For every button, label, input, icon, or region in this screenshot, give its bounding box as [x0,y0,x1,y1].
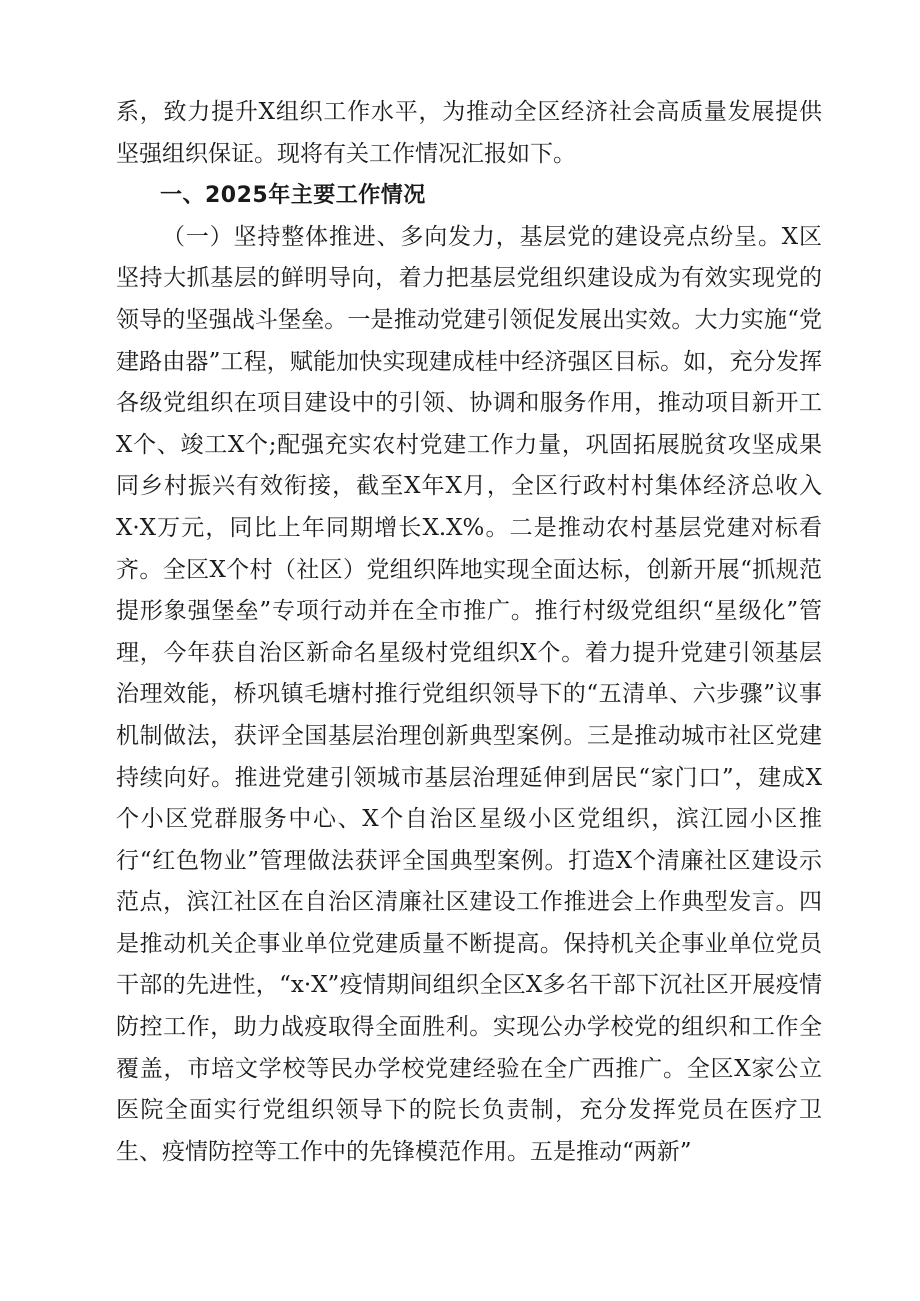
body-paragraph: （一）坚持整体推进、多向发力，基层党的建设亮点纷呈。X区坚持大抓基层的鲜明导向，着力把基层党组织建设成为有效实现党的领导的坚强战斗堡垒。一是推动党建引领促发展出实效。大力实施“党建路由器”工程，赋能加快实现建成桂中经济强区目标。如，充分发挥各级党组织在项目建设中的引领、协调和服务作用，推动项目新开工X个、竣工X个;配强充实农村党建工作力量，巩固拓展脱贫攻坚成果同乡村振兴有效衔接，截至X年X月，全区行政村村集体经济总收入X·X万元，同比上年同期增长X.X%。二是推动农村基层党建对标看齐。全区X个村（社区）党组织阵地实现全面达标，创新开展“抓规范提形象强堡垒”专项行动并在全市推广。推行村级党组织“星级化”管理，今年获自治区新命名星级村党组织X个。着力提升党建引领基层治理效能，桥巩镇毛塘村推行党组织领导下的“五清单、六步骤”议事机制做法，获评全国基层治理创新典型案例。三是推动城市社区党建持续向好。推进党建引领城市基层治理延伸到居民“家门口”，建成X个小区党群服务中心、X个自治区星级小区党组织，滨江园小区推行“红色物业”管理做法获评全国典型案例。打造X个清廉社区建设示范点，滨江社区在自治区清廉社区建设工作推进会上作典型发言。四是推动机关企事业单位党建质量不断提高。保持机关企事业单位党员干部的先进性，“x·X”疫情期间组织全区X多名干部下沉社区开展疫情防控工作，助力战疫取得全面胜利。实现公办学校党的组织和工作全覆盖，市培文学校等民办学校党建经验在全广西推广。全区X家公立医院全面实行党组织领导下的院长负责制，充分发挥党员在医疗卫生、疫情防控等工作中的先锋模范作用。五是推动“两新” [116,223,822,1165]
intro-paragraph: 系，致力提升X组织工作水平，为推动全区经济社会高质量发展提供坚强组织保证。现将有关工作情况汇报如下。 [116,99,822,167]
document-body [116,92,822,1173]
section-heading: 一、2025年主要工作情况 [160,183,426,209]
